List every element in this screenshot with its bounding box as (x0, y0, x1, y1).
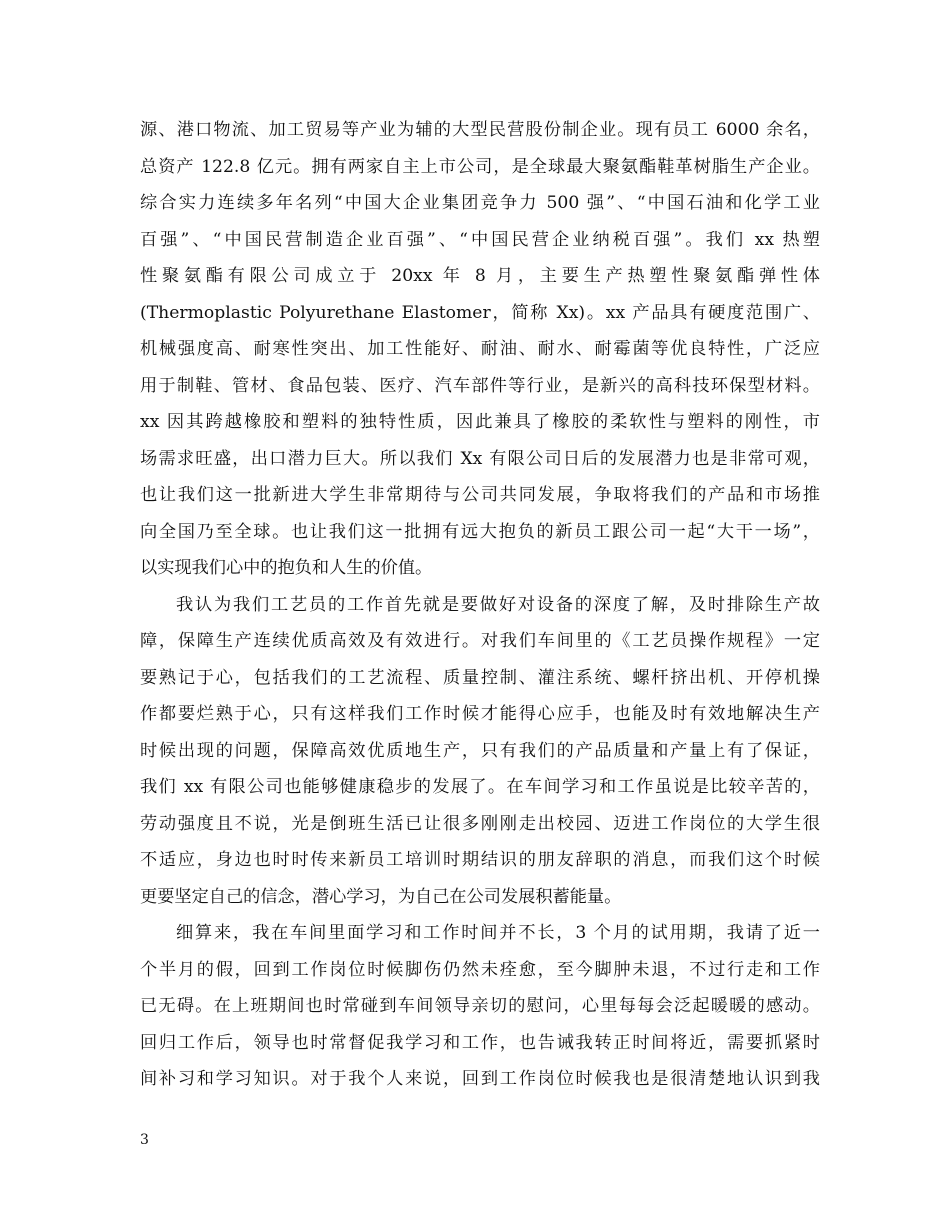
text-line: 我认为我们工艺员的工作首先就是要做好对设备的深度了解，及时排除生产故 (176, 594, 820, 615)
page-number: 3 (140, 1132, 149, 1148)
text-line: 百强”、“中国民营制造企业百强”、“中国民营企业纳税百强”。我们 xx 热塑 (140, 229, 820, 250)
text-line: 以实现我们心中的抱负和人生的价值。 (140, 558, 433, 578)
paragraph (140, 915, 820, 1098)
text-line: 总资产 122.8 亿元。拥有两家自主上市公司，是全球最大聚氨酯鞋革树脂生产企业。 (140, 156, 820, 177)
text-line: 更要坚定自己的信念，潜心学习，为自己在公司发展积蓄能量。 (140, 886, 622, 907)
text-line: 要熟记于心，包括我们的工艺流程、质量控制、灌注系统、螺杆挤出机、开停机操 (140, 667, 820, 688)
text-line: 细算来，我在车间里面学习和工作时间并不长，3 个月的试用期，我请了近一 (176, 923, 820, 943)
text-line: 已无碍。在上班期间也时常碰到车间领导亲切的慰问，心里每每会泛起暖暖的感动。 (140, 996, 820, 1016)
text-line: 性聚氨酯有限公司成立于 20xx 年 8 月，主要生产热塑性聚氨酯弹性体 (140, 266, 820, 286)
paragraph (140, 587, 820, 916)
text-line: xx 因其跨越橡胶和塑料的独特性质，因此兼具了橡胶的柔软性与塑料的刚性，市 (140, 412, 820, 432)
text-line: 劳动强度且不说，光是倒班生活已让很多刚刚走出校园、迈进工作岗位的大学生很 (140, 813, 820, 834)
text-line: 综合实力连续多年名列“中国大企业集团竞争力 500 强”、“中国石油和化学工业 (140, 193, 820, 213)
text-line: 场需求旺盛，出口潜力巨大。所以我们 Xx 有限公司日后的发展潜力也是非常可观， (140, 448, 820, 469)
body-text (140, 112, 820, 1098)
text-line: 也让我们这一批新进大学生非常期待与公司共同发展，争取将我们的产品和市场推 (140, 485, 820, 505)
text-line: 用于制鞋、管材、食品包装、医疗、汽车部件等行业，是新兴的高科技环保型材料。 (140, 375, 820, 396)
text-line: 机械强度高、耐寒性突出、加工性能好、耐油、耐水、耐霉菌等优良特性，广泛应 (140, 339, 820, 359)
text-line: 间补习和学习知识。对于我个人来说，回到工作岗位时候我也是很清楚地认识到我 (140, 1069, 820, 1089)
text-line: 向全国乃至全球。也让我们这一批拥有远大抱负的新员工跟公司一起“大干一场”， (140, 521, 820, 542)
text-line: 我们 xx 有限公司也能够健康稳步的发展了。在车间学习和工作虽说是比较辛苦的， (140, 777, 820, 797)
text-line: 作都要烂熟于心，只有这样我们工作时候才能得心应手，也能及时有效地解决生产 (140, 704, 820, 724)
text-line: 时候出现的问题，保障高效优质地生产，只有我们的产品质量和产量上有了保证， (140, 740, 820, 761)
text-line: 回归工作后，领导也时常督促我学习和工作，也告诫我转正时间将近，需要抓紧时 (140, 1032, 820, 1053)
text-line: 个半月的假，回到工作岗位时候脚伤仍然未痊愈，至今脚肿未退，不过行走和工作 (140, 959, 820, 980)
text-line: 源、港口物流、加工贸易等产业为辅的大型民营股份制企业。现有员工 6000 余名， (140, 120, 820, 140)
text-line: 不适应，身边也时时传来新员工培训时期结识的朋友辞职的消息，而我们这个时候 (140, 850, 820, 870)
paragraph (140, 112, 820, 587)
text-line: 障，保障生产连续优质高效及有效进行。对我们车间里的《工艺员操作规程》一定 (140, 631, 820, 651)
text-line: (Thermoplastic Polyurethane Elastomer，简称 Xx)。xx 产品具有硬度范围广、 (140, 302, 820, 323)
